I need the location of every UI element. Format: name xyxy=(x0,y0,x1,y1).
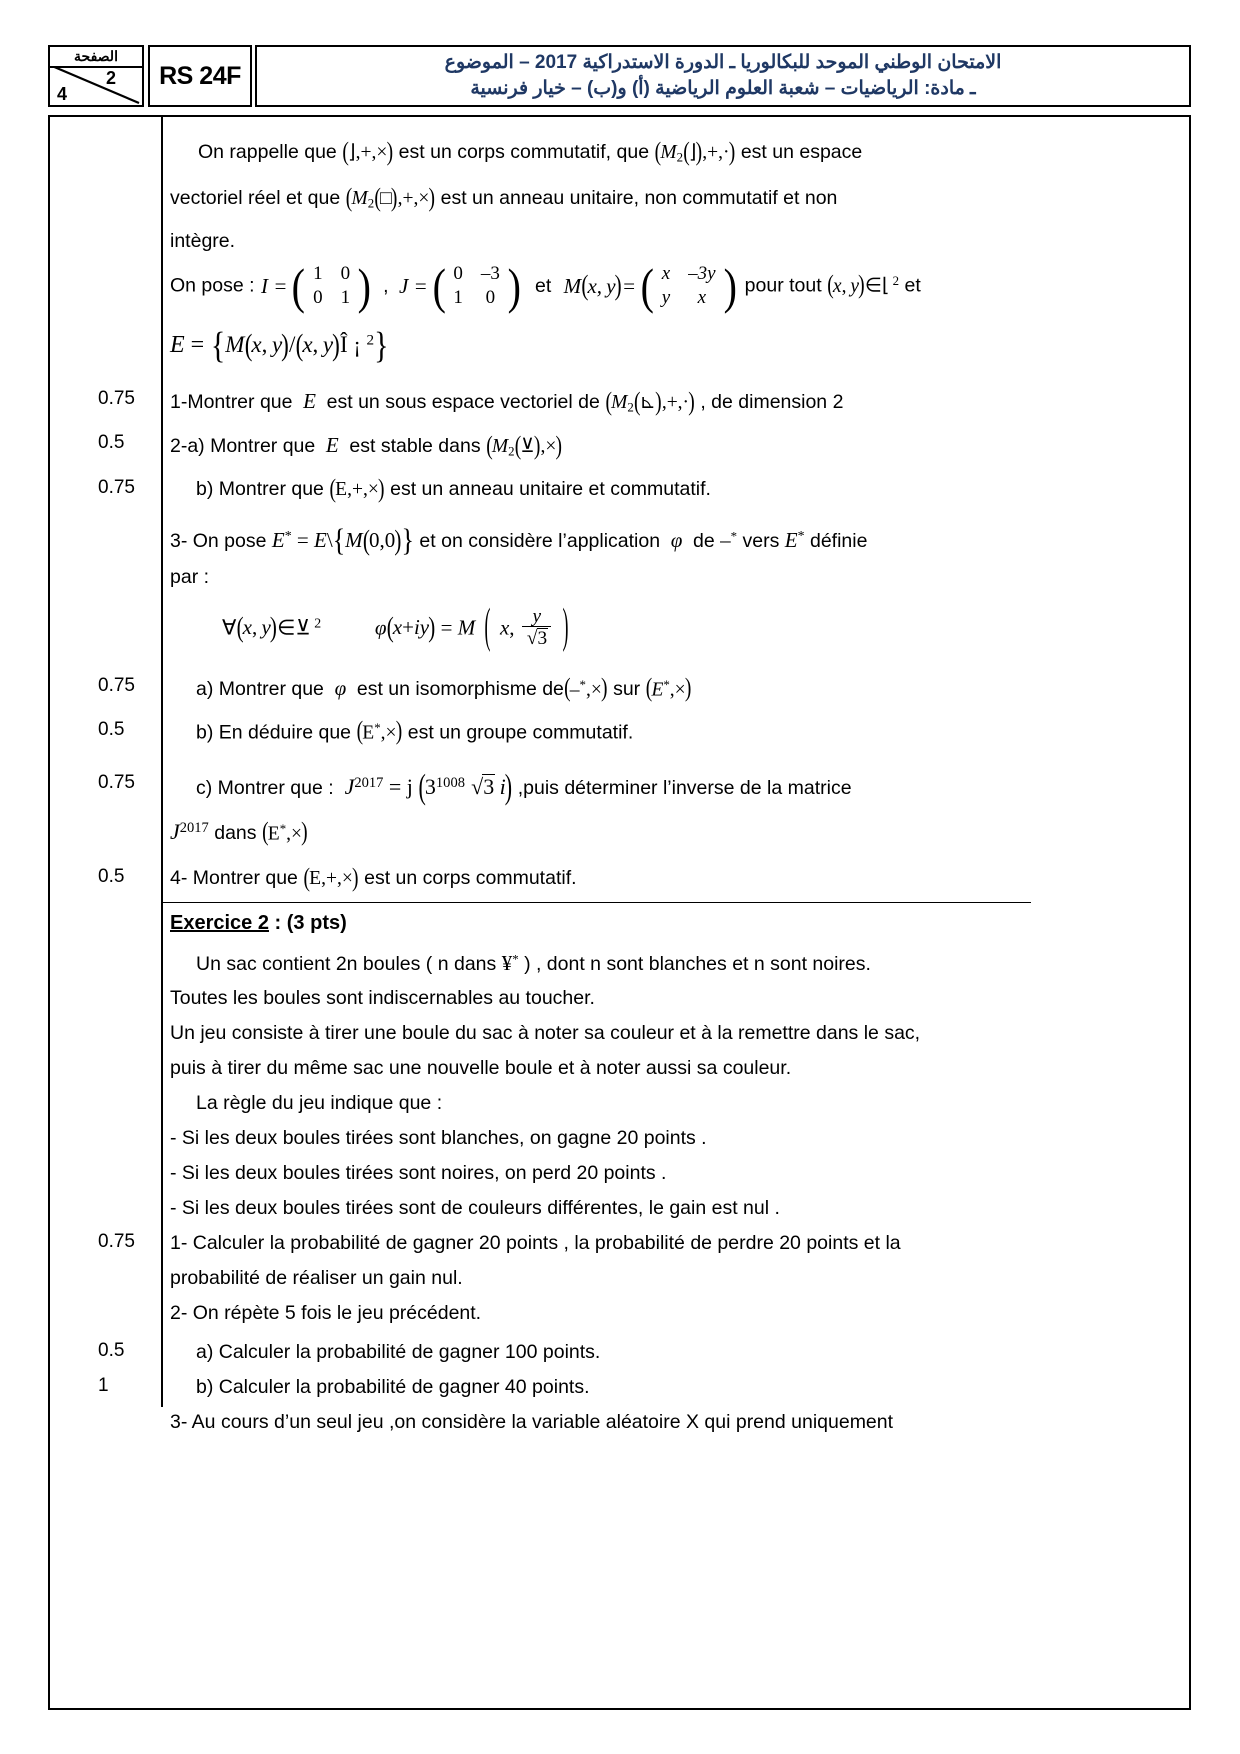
page-current-number: 2 xyxy=(105,68,116,88)
q3c-text-a: c) Montrer que : xyxy=(196,777,334,799)
ex1-intro-line-2 xyxy=(170,188,1038,211)
ex2-question-2: 2- On répète 5 fois le jeu précédent. xyxy=(170,1302,482,1324)
ex1-question-2b xyxy=(170,479,1064,500)
ex2-question-2a: a) Calculer la probabilité de gagner 100 points. xyxy=(196,1341,601,1363)
ex1-question-3c-cont: $J^{2017}$ dans ( E*,× ) xyxy=(170,820,1038,844)
q3a-text-a: a) Montrer que xyxy=(196,678,324,700)
ex2-rule-3: - Si les deux boules tirées sont de couleurs différentes, le gain est nul . xyxy=(170,1197,780,1219)
ex2-question-1-line-1: 1- Calculer la probabilité de gagner 20 points , la probabilité de perdre 20 points et la xyxy=(170,1232,901,1254)
ex2-question-2b: b) Calculer la probabilité de gagner 40 points. xyxy=(196,1376,590,1398)
ex2-rule-1: - Si les deux boules tirées sont blanches, on gagne 20 points . xyxy=(170,1127,707,1149)
j-lower-letter: j xyxy=(406,774,413,799)
q2a-text-a: 2-a) Montrer que xyxy=(170,435,316,457)
q1-text-a: 1-Montrer que xyxy=(170,391,293,413)
ex1-question-4 xyxy=(170,868,1038,889)
ex1-phi-formula: ∀ ( x, y ) ∈⊻ $^2$ φ ( x+iy ) = M ( x, $\frac{y}{√3}$ ) xyxy=(170,608,1090,650)
math-E-star-times-q3b: ( E*,× ) xyxy=(356,721,402,744)
ex2-p1-text-a: Un sac contient 2n boules ( n dans xyxy=(196,953,497,975)
fraction-y-over-sqrt3: $\frac{y}{√3}$ xyxy=(522,607,551,649)
q3b-text-a: b) En déduire que xyxy=(196,721,352,744)
ex1-intro-text-1c: est un espace xyxy=(740,141,863,163)
q2b-text-a: b) Montrer que xyxy=(196,478,324,500)
math-xy-pair: ( x, y ) xyxy=(827,276,865,297)
q4-text-b: est un corps commutatif. xyxy=(364,867,577,889)
q1-text-b: est un sous espace vectoriel de xyxy=(326,391,600,413)
ex1-question-3-par: par : xyxy=(170,566,210,588)
q3c-text-c: dans xyxy=(214,822,257,844)
mark-q3c: 0.75 xyxy=(98,772,135,793)
ex1-question-3c: c) Montrer que : $J^{2017} = j$ ( $3^{1008}$ √3 i ) ,puis déterminer l’inverse de la matrice xyxy=(170,774,1064,799)
ex1-question-3-statement: 3- On pose E* = E\{M ( 0,0 ) } et on considère l’application φ de ‒* vers E* définie xyxy=(170,525,1038,554)
pour-tout-label: pour tout xyxy=(744,274,822,297)
exercise-separator-rule xyxy=(161,902,1031,903)
ex2-rule-2: - Si les deux boules tirées sont noires, on perd 20 points . xyxy=(170,1162,667,1184)
math-M2R-q2a: ( $M_2$ ( ⊻ ) ,× ) xyxy=(486,436,562,459)
exam-title-line-2: ـ مادة: الرياضيات – شعبة العلوم الرياضية (أ) و(ب) – خيار فرنسية xyxy=(470,78,976,99)
ex2-question-1-line-2: probabilité de réaliser un gain nul. xyxy=(170,1267,463,1289)
mark-ex2-q2b: 1 xyxy=(98,1375,109,1396)
ex1-intro-line-1 xyxy=(170,142,1038,165)
mark-q3b: 0.5 xyxy=(98,719,125,740)
q3a-text-b: est un isomorphisme de xyxy=(356,678,564,700)
phi-close-paren: ) xyxy=(562,598,569,654)
q3-text-e: définie xyxy=(809,530,868,552)
three-exponent: 1008 xyxy=(435,774,465,791)
q1-text-c: , de dimension 2 xyxy=(700,391,844,413)
math-R-plus-times: ( ⌋,+,× ) xyxy=(342,142,393,163)
q3b-text-b: est un groupe commutatif. xyxy=(407,721,634,744)
mark-q1: 0.75 xyxy=(98,388,135,409)
ex1-question-3b xyxy=(170,721,1064,744)
q4-text-a: 4- Montrer que xyxy=(170,867,298,889)
matrix-I: I = ( 1 0 0 1 ) xyxy=(260,257,372,314)
phi-open-paren: ( xyxy=(484,598,491,654)
ex1-question-1: 1-Montrer que E est un sous espace vectoriel de ( $M_2$ ( ⊾ ) ,+,· ) , de dimension 2 xyxy=(170,390,1038,415)
q3-text-d: vers xyxy=(742,530,780,552)
math-M2R-q1: ( $M_2$ ( ⊾ ) ,+,· ) xyxy=(605,392,695,415)
ex2-paragraph-5: La règle du jeu indique que : xyxy=(196,1092,443,1114)
ex1-question-3a: a) Montrer que φ est un isomorphisme de ( ‒*,× ) sur ( E*,× ) xyxy=(170,677,1064,700)
exam-code: RS 24F xyxy=(148,45,252,107)
page-total-number: 4 xyxy=(57,84,68,104)
mark-q2b: 0.75 xyxy=(98,477,135,498)
q3-text-b: et on considère l’application xyxy=(419,530,661,552)
matrix-M: M ( x, y ) = ( x –3y y x ) xyxy=(564,262,739,311)
page-header xyxy=(48,45,1191,107)
et-conjunction: et xyxy=(534,274,552,297)
mark-q3a: 0.75 xyxy=(98,675,135,696)
math-E-star-times-q3a: ( E*,× ) xyxy=(646,678,692,701)
ex2-paragraph-3: Un jeu consiste à tirer une boule du sac à noter sa couleur et à la remettre dans le sac, xyxy=(170,1022,921,1044)
ex2-paragraph-2: Toutes les boules sont indiscernables au toucher. xyxy=(170,987,595,1009)
ex1-intro-text-1b: est un corps commutatif, que xyxy=(398,141,650,163)
marks-column-divider xyxy=(161,117,163,1407)
page-label: الصفحة xyxy=(50,47,142,68)
matrix-J: J = ( 0 –3 1 0 ) xyxy=(398,257,521,314)
j-power: 2017 xyxy=(354,774,384,791)
exercise-2-points: : (3 pts) xyxy=(268,912,347,934)
exercise-2-heading xyxy=(170,912,1038,934)
ex2-question-3: 3- Au cours d’un seul jeu ,on considère la variable aléatoire X qui prend uniquement xyxy=(170,1411,894,1433)
et-conjunction-2: et xyxy=(904,274,921,297)
q3-text-c: de xyxy=(693,530,715,552)
mark-ex2-q2a: 0.5 xyxy=(98,1340,125,1361)
math-M2R-plus-dot: ( $M_2$ ( ⌋ ) ,+,· ) xyxy=(654,142,735,165)
q2a-text-b: est stable dans xyxy=(349,435,481,457)
q3c-text-b: ,puis déterminer l’inverse de la matrice xyxy=(517,777,852,799)
exam-title-line-1: الامتحان الوطني الموحد للبكالوريا ـ الدورة الاستدراكية 2017 – الموضوع xyxy=(444,51,1002,73)
math-3-1008-sqrt3-i: ( $3^{1008}$ √3 i ) xyxy=(418,774,512,799)
ex1-intro-text-2a: vectoriel réel et que xyxy=(170,187,341,209)
mark-q2a: 0.5 xyxy=(98,432,125,453)
mark-q4: 0.5 xyxy=(98,866,125,887)
ex1-intro-text-2b: est un anneau unitaire, non commutatif et non xyxy=(440,187,838,209)
ex2-paragraph-4: puis à tirer du même sac une nouvelle boule et à noter aussi sa couleur. xyxy=(170,1057,792,1079)
q3a-text-c: sur xyxy=(613,678,641,700)
ex1-intro-text-1: On rappelle que xyxy=(198,141,337,163)
exam-title-box xyxy=(255,45,1191,107)
ex1-intro-line-3: intègre. xyxy=(170,230,236,252)
math-M2R-plus-times: ( $M_2$ ( □ ) ,+,× ) xyxy=(346,188,436,211)
math-E-plus-times-q2b: ( E,+,× ) xyxy=(329,479,384,500)
ex2-paragraph-1: Un sac contient 2n boules ( n dans ¥* ) , dont n sont blanches et n sont noires. xyxy=(196,951,871,975)
ex1-on-pose-line: On pose : I = ( 1 0 0 1 ) , J = ( 0 –3 1 0 ) et M ( x, y ) = ( x –3y y x ) pour tout ( x, y ) ∈⌊ $^2$ et xyxy=(170,262,1038,311)
q2b-text-b: est un anneau unitaire et commutatif. xyxy=(390,478,711,500)
ex2-p1-text-b: ) , dont n sont blanches et n sont noires. xyxy=(524,953,871,975)
math-C-star-times: ( ‒*,× ) xyxy=(564,678,608,701)
q3-text-a: 3- On pose xyxy=(170,530,267,552)
ex1-question-2a: 2-a) Montrer que E est stable dans ( $M_2$ ( ⊻ ) ,× ) xyxy=(170,434,1038,459)
math-E-plus-times-q4: ( E,+,× ) xyxy=(303,868,358,889)
exercise-2-title: Exercice 2 xyxy=(170,912,269,934)
ex1-set-E-definition: E = {M ( x, y ) / ( x, y ) Î ¡ $^2$} xyxy=(170,326,1038,359)
page-number-box xyxy=(48,45,144,107)
on-pose-label: On pose : xyxy=(170,274,255,297)
math-E-star-times-q3c: ( E*,× ) xyxy=(262,822,308,845)
mark-ex2-q1: 0.75 xyxy=(98,1231,135,1252)
